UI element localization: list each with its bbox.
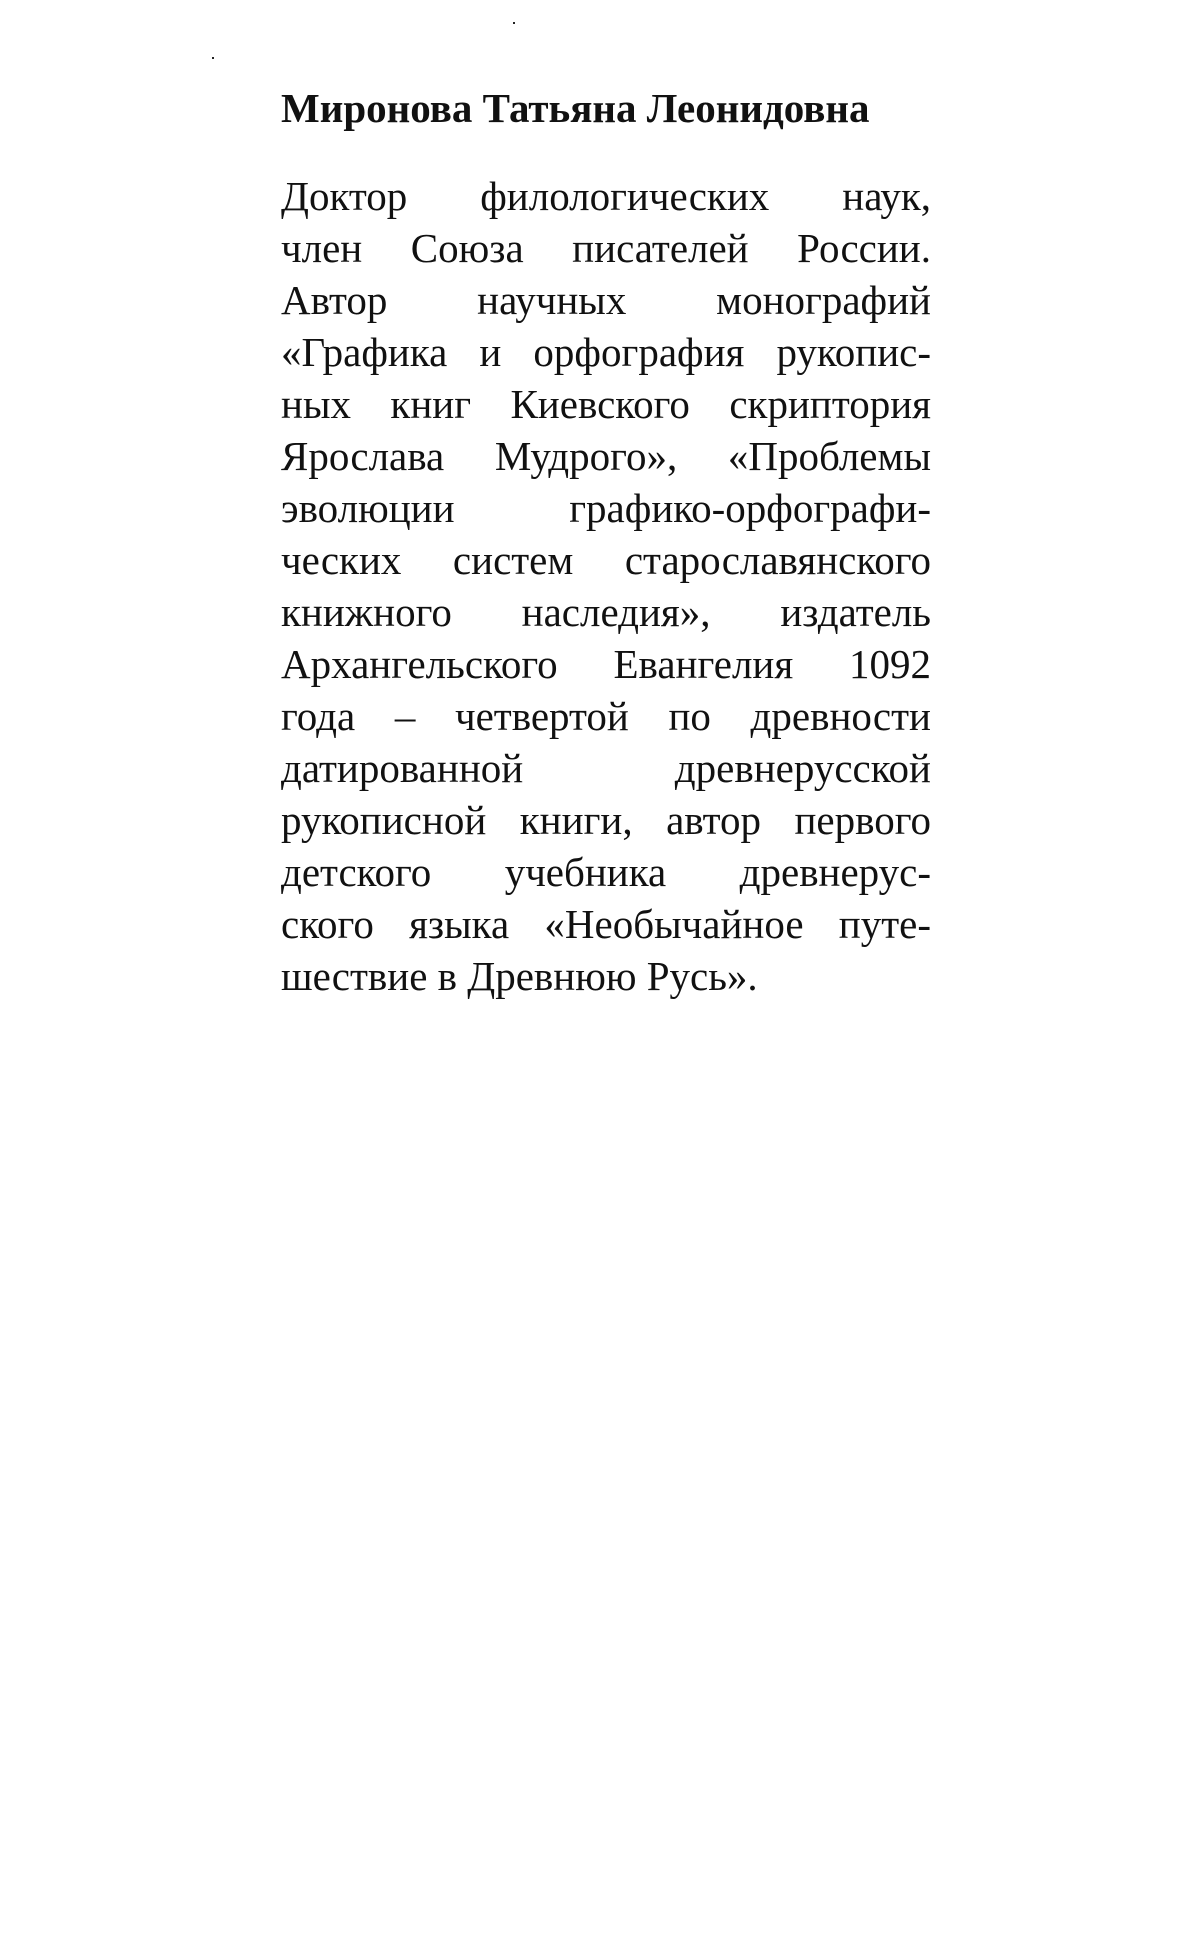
bio-line: ского языка «Необычайное путе- xyxy=(281,901,931,947)
author-name: Миронова Татьяна Леонидовна xyxy=(281,85,870,131)
bio-line: детского учебника древнерус- xyxy=(281,849,931,895)
scan-speck xyxy=(513,22,515,24)
author-biography xyxy=(281,170,931,1002)
bio-line: шествие в Древнюю Русь». xyxy=(281,953,758,999)
bio-line: Доктор филологических наук, xyxy=(281,173,931,219)
scan-speck xyxy=(212,57,214,59)
bio-line: «Графика и орфография рукопис- xyxy=(281,329,931,375)
bio-line: ческих систем старославянского xyxy=(281,537,931,583)
bio-line: эволюции графико-орфографи- xyxy=(281,485,931,531)
bio-line: ных книг Киевского скриптория xyxy=(281,381,931,427)
bio-line: Ярослава Мудрого», «Проблемы xyxy=(281,433,931,479)
bio-line: Автор научных монографий xyxy=(281,277,931,323)
bio-line: рукописной книги, автор первого xyxy=(281,797,931,843)
bio-line: года – четвертой по древности xyxy=(281,693,931,739)
author-bio-page xyxy=(281,80,931,1002)
bio-line: датированной древнерусской xyxy=(281,745,931,791)
bio-line: член Союза писателей России. xyxy=(281,225,931,271)
bio-line: Архангельского Евангелия 1092 xyxy=(281,641,931,687)
bio-line: книжного наследия», издатель xyxy=(281,589,931,635)
